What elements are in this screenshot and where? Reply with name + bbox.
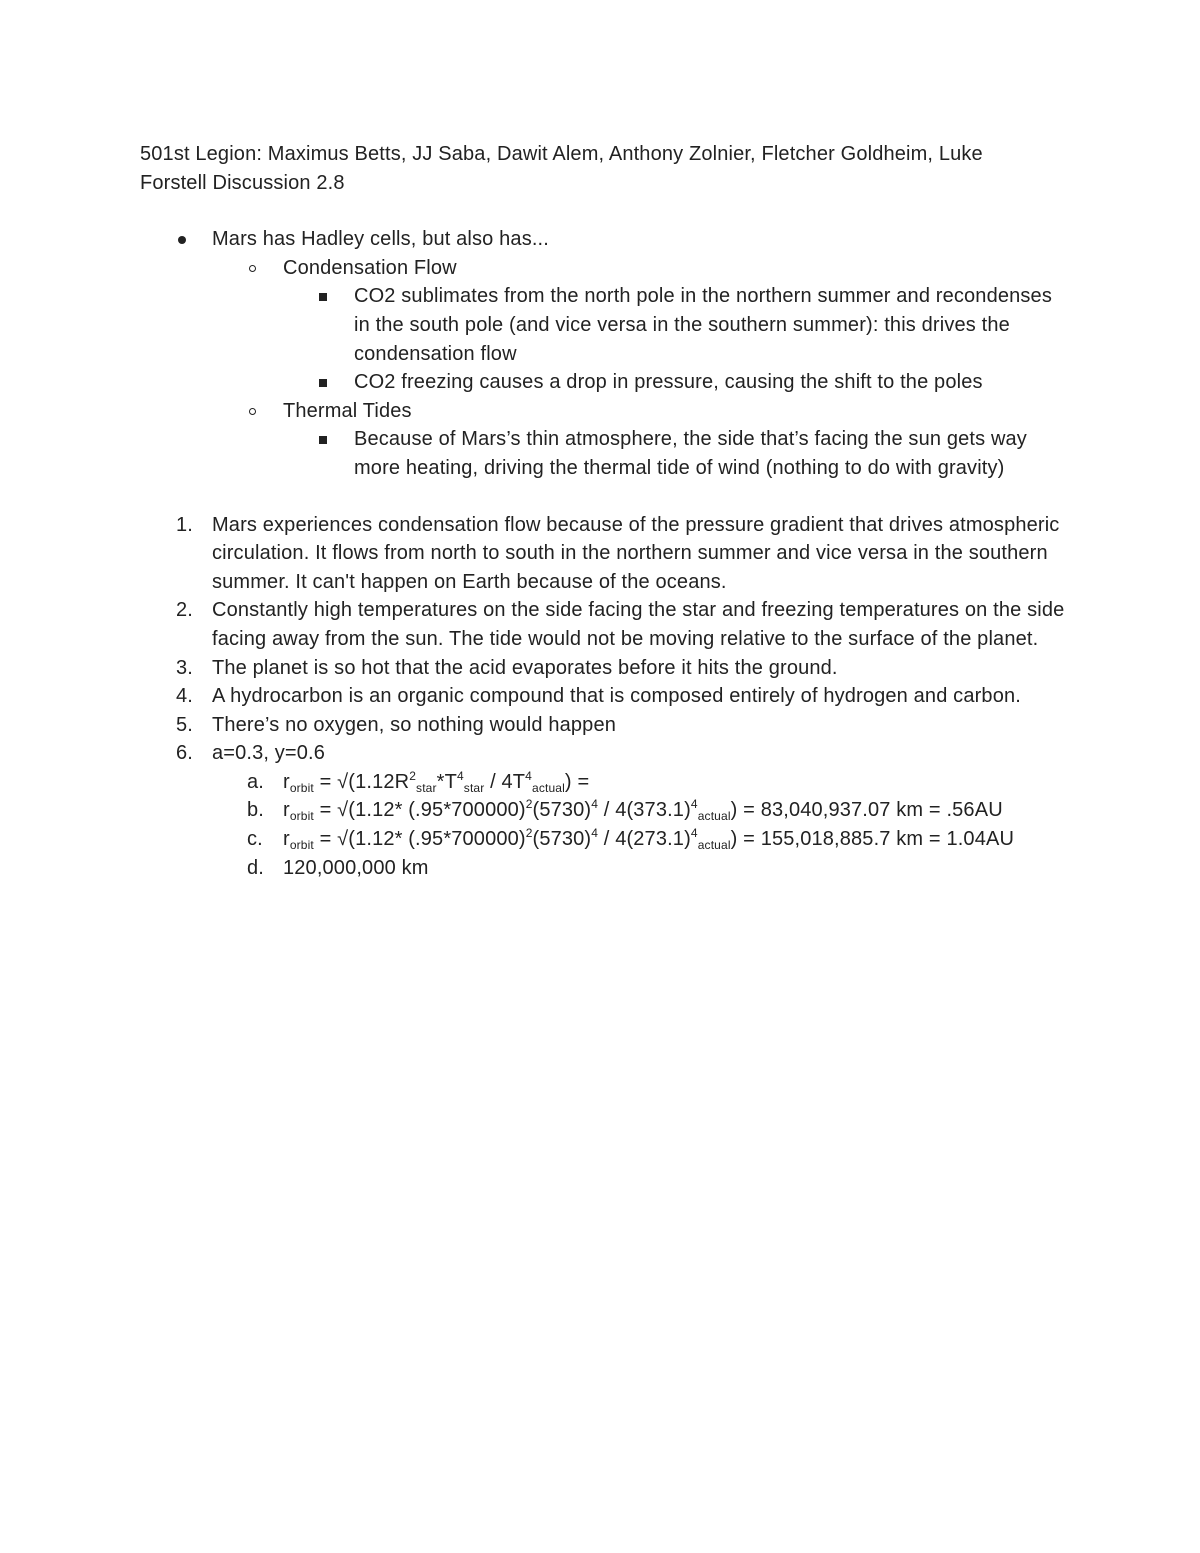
list-item-text: CO2 freezing causes a drop in pressure, causing the shift to the poles [354,371,983,394]
formula-item-a [140,768,1070,797]
list-item [140,225,1070,254]
formula-item-b [140,796,1070,825]
list-item [140,282,1070,368]
bullet-circle-icon [249,265,256,272]
list-item [140,425,1070,482]
formula-item-c [140,825,1070,854]
answer-item [140,711,1070,740]
list-item-text: Thermal Tides [283,399,412,422]
answer-number: 2. [176,599,193,622]
sub-letter: d. [247,856,264,879]
spacer [140,483,1070,511]
bullet-square-icon [319,379,327,387]
list-item-text: Because of Mars’s thin atmosphere, the side that’s facing the sun gets way more heating, driving the thermal tide of wind (nothing to do with gravity) [354,428,1027,479]
formula-text: $r_{orbit} = √(1.12*$ $(.95*700000)^2(5730)^4 / 4(373.1)^4_{actual}) = 83,040,937.07$ km = .56AU [283,797,1003,824]
answer-text: There’s no oxygen, so nothing would happen [212,713,616,736]
answer-number: 3. [176,656,193,679]
answer-number: 6. [176,742,193,765]
answer-item [140,739,1070,768]
document-body [140,140,1070,882]
list-item-text: Mars has Hadley cells, but also has... [212,228,549,251]
answer-number: 1. [176,513,193,536]
answer-text: a=0.3, y=0.6 [212,742,326,765]
sub-letter: a. [247,770,264,793]
answer-item [140,654,1070,683]
answer-text: Mars experiences condensation flow because of the pressure gradient that drives atmospheric circulation. It flows from north to south in the northern summer and vice versa in the southern summer. It can't happen on Earth because of the oceans. [212,513,1060,593]
bullet-square-icon [319,436,327,444]
bullet-square-icon [319,293,327,301]
list-item-text: Condensation Flow [283,256,457,279]
heading-line-1: 501st Legion: Maximus Betts, JJ Saba, Dawit Alem, Anthony Zolnier, Fletcher Goldheim, Luke [140,143,983,165]
list-item [140,254,1070,283]
bullet-circle-icon [249,408,256,415]
formula-item-d [140,854,1070,883]
list-item-text: CO2 sublimates from the north pole in the northern summer and recondenses in the south pole (and vice versa in the southern summer): this drives the condensation flow [354,285,1052,365]
sub-letter: b. [247,799,264,822]
answer-number: 5. [176,713,193,736]
answer-text: Constantly high temperatures on the side facing the star and freezing temperatures on the side facing away from the sun. The tide would not be moving relative to the surface of the planet. [212,599,1065,650]
answer-text: A hydrocarbon is an organic compound that is composed entirely of hydrogen and carbon. [212,685,1021,708]
answer-item [140,682,1070,711]
sub-letter: c. [247,828,263,851]
bullet-dot-icon [178,236,186,244]
list-item [140,397,1070,426]
answer-item [140,596,1070,653]
formula-text: $r_{orbit} = √(1.12R^2_{star}*T^4_{star} / 4T^4_{actual})$ = [283,768,590,795]
answer-number: 4. [176,685,193,708]
list-item [140,368,1070,397]
document-heading [140,140,1070,197]
answer-item [140,511,1070,597]
answer-text: 120,000,000 km [283,856,429,879]
formula-text: $r_{orbit} = √(1.12*$ $(.95*700000)^2(5730)^4 / 4(273.1)^4_{actual}) = 155,018,885.7$ km = 1.04AU [283,826,1015,853]
answer-text: The planet is so hot that the acid evaporates before it hits the ground. [212,656,838,679]
answers-numbered-list [140,511,1070,883]
heading-line-2: Forstell Discussion 2.8 [140,171,345,194]
notes-bullet-list [140,225,1070,482]
